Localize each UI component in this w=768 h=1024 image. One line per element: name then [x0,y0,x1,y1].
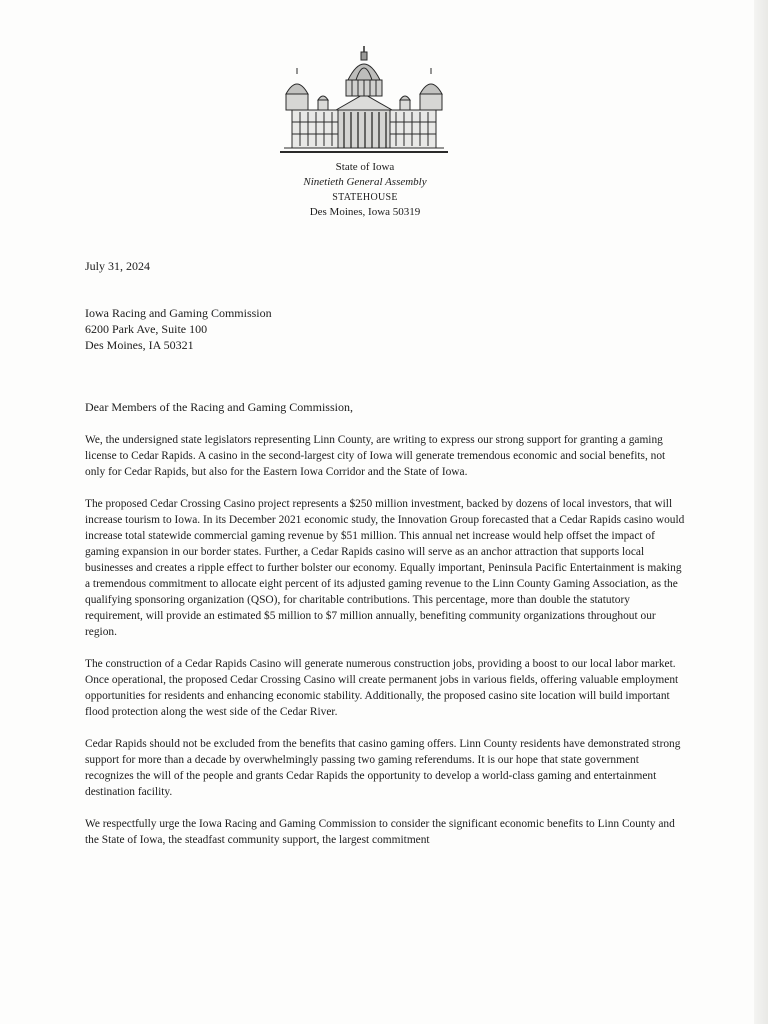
statehouse-seal-icon [278,44,450,156]
recipient-city: Des Moines, IA 50321 [85,338,194,352]
body-paragraph: The proposed Cedar Crossing Casino project represents a $250 million investment, backed by dozens of local investors, that will increase tourism to Iowa. In its December 2021 economic study, the Innovation Group forecasted that a Cedar Rapids casino would increase total statewide commercial gaming revenue by $51 million. This annual net increase would help offset the impact of gaming expansion in our border states. Further, a Cedar Rapids casino will serve as an anchor attraction that supports local businesses and creates a ripple effect to further bolster our economy. Equally important, Peninsula Pacific Entertainment is making a tremendous commitment to allocate eight percent of its adjusted gaming revenue to the Linn County Gaming Association, as the qualifying sponsoring organization (QSO), for charitable contributions. This percentage, more than double the statutory requirement, will provide an estimated $5 million to $7 million annually, benefiting community organizations throughout our region. [85,498,685,638]
salutation: Dear Members of the Racing and Gaming Commission, [85,400,353,414]
body-paragraph: We, the undersigned state legislators representing Linn County, are writing to express our strong support for granting a gaming license to Cedar Rapids. A casino in the second-largest city of Iowa will generate tremendous economic and social benefits, not only for Cedar Rapids, but also for the Eastern Iowa Corridor and the State of Iowa. [85,434,666,478]
letterhead-assembly: Ninetieth General Assembly [303,176,427,188]
letterhead-city: Des Moines, Iowa 50319 [309,206,421,218]
letter-date: July 31, 2024 [85,259,151,273]
recipient-name: Iowa Racing and Gaming Commission [85,306,272,320]
letterhead-building: STATEHOUSE [332,192,398,203]
recipient-street: 6200 Park Ave, Suite 100 [85,322,208,336]
body-paragraph: We respectfully urge the Iowa Racing and Gaming Commission to consider the significant economic benefits to Linn County and the State of Iowa, the steadfast community support, the largest commitment [85,818,675,846]
letterhead [200,160,530,220]
page-edge-shadow [754,0,768,1024]
letterhead-state: State of Iowa [335,161,395,173]
recipient-address [85,305,272,353]
body-paragraph: The construction of a Cedar Rapids Casino will generate numerous construction jobs, providing a boost to our local labor market. Once operational, the proposed Cedar Crossing Casino will create permanent jobs in various fields, offering valuable employment opportunities for residents and enhancing economic stability. Additionally, the proposed casino site location will build important flood protection along the west side of the Cedar River. [85,658,679,718]
body-paragraph: Cedar Rapids should not be excluded from the benefits that casino gaming offers. Linn County residents have demonstrated strong support for more than a decade by overwhelmingly passing two gaming referendums. It is our hope that state government recognizes the will of the people and grants Cedar Rapids the opportunity to develop a world-class gaming and entertainment destination facility. [85,738,681,798]
letter-body [85,432,685,864]
